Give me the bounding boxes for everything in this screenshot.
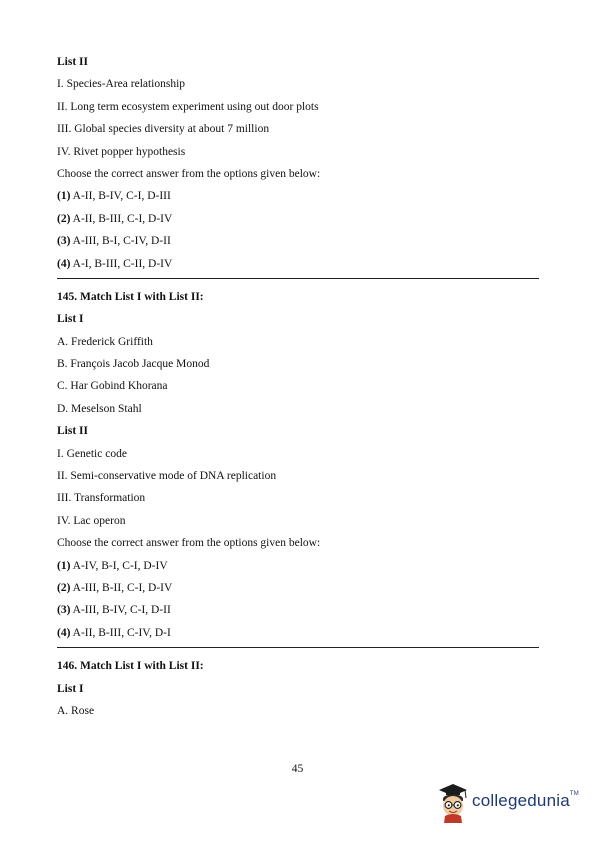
option: [57, 211, 539, 233]
list1-heading: List I: [57, 313, 84, 326]
option-text: A-IV, B-I, C-I, D-IV: [70, 559, 168, 572]
option-text: A-III, B-II, C-I, D-IV: [70, 581, 173, 594]
option-text: A-I, B-III, C-II, D-IV: [70, 257, 173, 270]
option-text: A-II, B-IV, C-I, D-III: [70, 190, 171, 203]
option: [57, 602, 539, 624]
option-number: (4): [57, 257, 71, 270]
option: [57, 580, 539, 602]
graduate-mascot-icon: [436, 781, 470, 821]
option-number: (3): [57, 235, 71, 248]
option-text: A-III, B-I, C-IV, D-II: [70, 235, 171, 248]
page-content: [57, 54, 539, 725]
option-number: (3): [57, 604, 71, 617]
list1-item: D. Meselson Stahl: [57, 402, 142, 415]
list2-item: II. Long term ecosystem experiment using out door plots: [57, 100, 319, 113]
divider: [57, 278, 539, 279]
option-text: A-III, B-IV, C-I, D-II: [70, 604, 171, 617]
option-number: (1): [57, 190, 71, 203]
option: [57, 625, 539, 647]
list2-item: III. Global species diversity at about 7 million: [57, 123, 270, 136]
brand-name-text: collegedunia: [472, 791, 570, 810]
answer-prompt: Choose the correct answer from the options given below:: [57, 167, 321, 180]
list1-item: B. François Jacob Jacque Monod: [57, 358, 210, 371]
list1-item: A. Frederick Griffith: [57, 335, 153, 348]
divider: [57, 647, 539, 648]
list2-item: IV. Lac operon: [57, 514, 126, 527]
option-text: A-II, B-III, C-IV, D-I: [70, 626, 171, 639]
list2-item: I. Genetic code: [57, 447, 127, 460]
option-text: A-II, B-III, C-I, D-IV: [70, 212, 173, 225]
question-title: 146. Match List I with List II:: [57, 660, 204, 673]
trademark-mark: TM: [569, 791, 579, 797]
question-title: 145. Match List I with List II:: [57, 290, 204, 303]
answer-prompt: Choose the correct answer from the options given below:: [57, 537, 321, 550]
list2-item: I. Species-Area relationship: [57, 78, 186, 91]
brand-logo: [436, 780, 579, 822]
brand-name: [472, 791, 579, 811]
option-number: (2): [57, 212, 71, 225]
list1-heading: List I: [57, 682, 84, 695]
page-number: 45: [291, 763, 304, 775]
list1-item: A. Rose: [57, 704, 95, 717]
list2-item: II. Semi-conservative mode of DNA replication: [57, 470, 277, 483]
list2-item: IV. Rivet popper hypothesis: [57, 145, 186, 158]
list1-item: C. Har Gobind Khorana: [57, 380, 168, 393]
option: [57, 558, 539, 580]
option-number: (1): [57, 559, 71, 572]
list2-heading: List II: [57, 56, 88, 68]
option-number: (4): [57, 626, 71, 639]
option: [57, 233, 539, 255]
list2-item: III. Transformation: [57, 492, 146, 505]
option-number: (2): [57, 581, 71, 594]
list2-heading: List II: [57, 425, 88, 438]
option: [57, 188, 539, 210]
option: [57, 256, 539, 278]
